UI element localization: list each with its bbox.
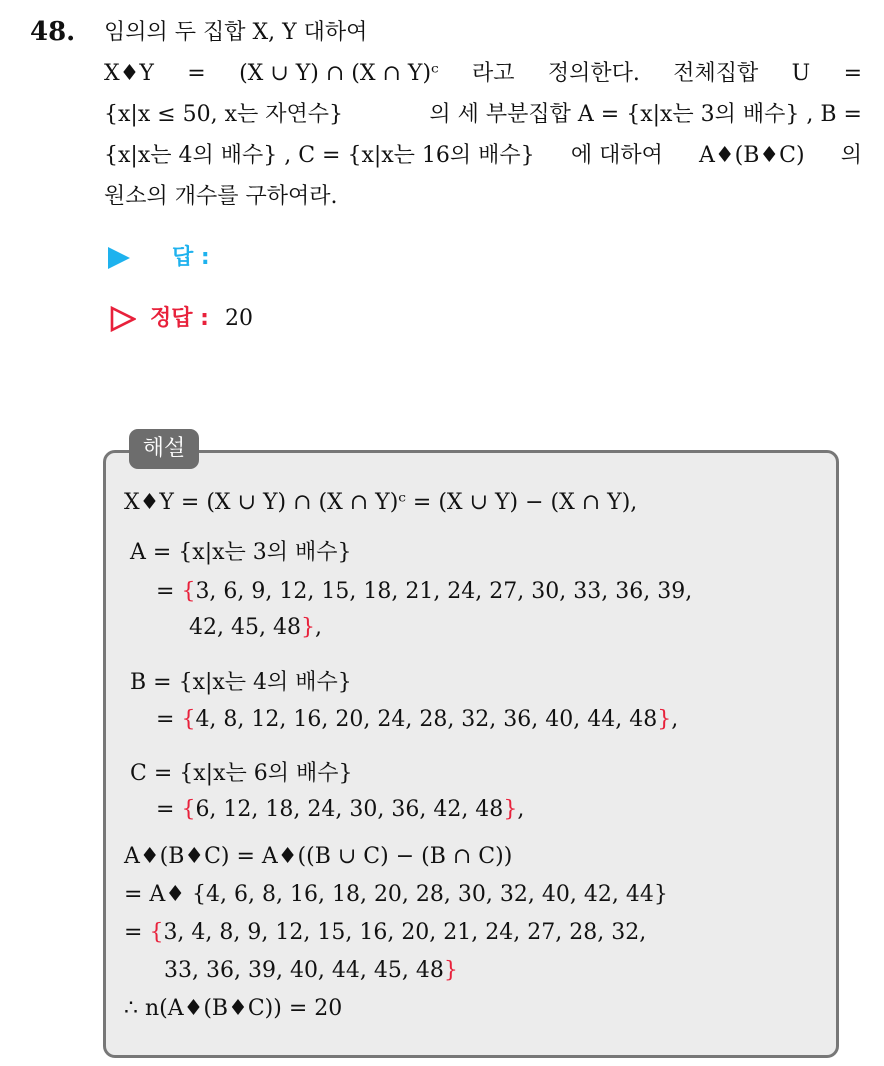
set-open-brace: {: [149, 920, 164, 945]
problem-text: 임의의 두 집합 X, Y 대하여: [104, 20, 368, 45]
correct-answer-label: 정답 :: [150, 306, 209, 331]
equals-sign: =: [156, 797, 182, 822]
correct-answer-value: 20: [224, 306, 253, 331]
solution-line-2: A = {x|x는 3의 배수}: [130, 540, 352, 565]
solution-line-10: = A♦ {4, 6, 8, 16, 18, 20, 28, 30, 32, 40, 42, 44}: [124, 882, 668, 907]
problem-text: 에 대하여: [570, 143, 663, 168]
problem-text: A♦(B♦C): [699, 143, 805, 168]
problem-text: 정의한다.: [547, 61, 640, 86]
play-arrow-icon: [108, 247, 130, 269]
problem-line-2: [104, 53, 862, 94]
problem-line-1: [104, 12, 862, 53]
set-open-brace: {: [181, 707, 196, 732]
solution-line-3: [156, 577, 692, 607]
solution-line-13: ∴ n(A♦(B♦C)) = 20: [124, 996, 343, 1021]
problem-number: 48.: [30, 17, 76, 47]
solution-line-12: [164, 956, 458, 986]
set-values: 3, 6, 9, 12, 15, 18, 21, 24, 27, 30, 33, 36, 39,: [195, 579, 693, 604]
set-open-brace: {: [181, 797, 196, 822]
problem-statement: [104, 12, 862, 217]
problem-line-4: [104, 135, 862, 176]
solution-line-9: A♦(B♦C) = A♦((B ∪ C) − (B ∩ C)): [124, 844, 513, 869]
problem-text: =: [187, 61, 206, 86]
set-close-brace: }: [503, 797, 518, 822]
set-open-brace: {: [181, 579, 196, 604]
problem-text: 의 세 부분집합 A = {x|x는 3의 배수} , B =: [429, 102, 862, 127]
problem-line-3: [104, 94, 862, 135]
set-values: 6, 12, 18, 24, 30, 36, 42, 48: [195, 797, 504, 822]
solution-line-7: C = {x|x는 6의 배수}: [130, 761, 353, 786]
set-close-brace: }: [300, 615, 315, 640]
set-values: 3, 4, 8, 9, 12, 15, 16, 20, 21, 24, 27, 28, 32,: [163, 920, 647, 945]
set-close-brace: }: [443, 958, 458, 983]
equals-sign: =: [156, 707, 182, 732]
solution-line-11: [124, 918, 646, 948]
comma: ,: [671, 707, 679, 732]
problem-line-5: [104, 176, 862, 217]
comma: ,: [314, 615, 322, 640]
set-close-brace: }: [657, 707, 672, 732]
comma: ,: [517, 797, 525, 822]
problem-text: 라고: [472, 61, 515, 86]
answer-row: [108, 238, 210, 278]
outline-arrow-icon: [110, 306, 136, 332]
solution-line-1: X♦Y = (X ∪ Y) ∩ (X ∩ Y)ᶜ = (X ∪ Y) − (X ∩ Y),: [124, 490, 638, 515]
correct-answer-row: [110, 298, 253, 340]
equals-sign: =: [156, 579, 182, 604]
set-values: 33, 36, 39, 40, 44, 45, 48: [164, 958, 444, 983]
problem-text: U: [791, 61, 811, 86]
set-values: 4, 8, 12, 16, 20, 24, 28, 32, 36, 40, 44, 48: [195, 707, 658, 732]
problem-text: =: [843, 61, 862, 86]
problem-text: 전체집합: [673, 61, 759, 86]
problem-text: (X ∪ Y) ∩ (X ∩ Y)ᶜ: [239, 61, 439, 86]
set-values: 42, 45, 48: [189, 615, 301, 640]
solution-line-5: B = {x|x는 4의 배수}: [130, 670, 352, 695]
solution-line-8: [156, 795, 524, 825]
equals-sign: =: [124, 920, 150, 945]
problem-text: 원소의 개수를 구하여라.: [104, 184, 338, 209]
problem-text: 의: [840, 143, 862, 168]
solution-tag: 해설: [129, 429, 199, 469]
solution-line-4: [189, 613, 322, 643]
solution-line-6: [156, 705, 678, 735]
problem-text: X♦Y: [104, 61, 154, 86]
answer-label: 답 :: [172, 245, 210, 270]
problem-text: {x|x ≤ 50, x는 자연수}: [104, 102, 344, 127]
problem-text: {x|x는 4의 배수} , C = {x|x는 16의 배수}: [104, 143, 535, 168]
